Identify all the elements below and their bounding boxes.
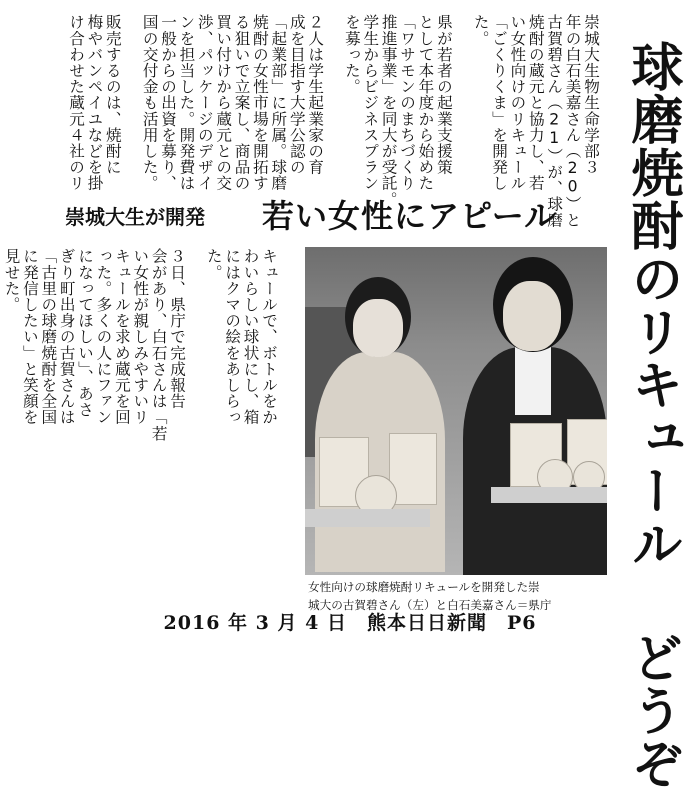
article-body-bottom: キュールで、ボトルをか わいらしい球状にし、箱 にはクマの絵をあしらっ た。 ３日、県庁で完成報告 会があり、白石さんは「若 い女性が親しみやすいリ キュールを求め蔵元を回 った。多くの人にファン になってほしい」、あさ ぎり町出身の古賀さんは 「古里の球磨焼酎を全国 に発信したい」と笑顔を 見せた。 <box>2 248 278 442</box>
photo-person-left-face <box>353 299 403 357</box>
subheadline-right: 若い女性にアピール <box>262 197 558 235</box>
photo-tray-right <box>491 487 607 503</box>
source-footer: 2016 年 3 月 4 日 熊本日日新聞 P6 <box>163 611 537 634</box>
photo-tray-left <box>305 509 430 527</box>
photo-person-right-collar <box>515 345 551 415</box>
photo-caption: 女性向けの球磨焼酎リキュールを開発した崇 城大の古賀碧さん（左）と白石美嘉さん＝県庁 <box>308 580 552 612</box>
article-headline: 球磨焼酎のリキュール どうぞ <box>622 40 682 790</box>
article-body-top: 崇城大生物生命学部３ 年の白石美嘉さん（20）と 古賀碧さん（21）が、球磨 焼酎の蔵元と協力し、若 い女性向けのリキュール 「ごくりくま」を開発し た。 県が若者の起業支援策 として本年度から始めた 「ワサモンのまちづくり 推進事業」を同大が受託。 学生からビジネスプラン を募った。 ２人は学生起業家の育 成を目指す大学公認の 「起業部」に所属。球磨 焼酎の女性市場を開拓す る狙いで立案し、商品の 買い付けから蔵元との交 渉、パッケージのデザイ ンを担当した。開発費は 一般からの出資を募り、 国の交付金も活用した。 販売するのは、焼酎に 梅やバンペイユなどを掛 け合わせた蔵元４社のリ <box>67 14 600 229</box>
photo-person-right-face <box>503 281 561 351</box>
article-photo <box>305 247 607 575</box>
subheadline-left: 崇城大生が開発 <box>65 204 205 229</box>
